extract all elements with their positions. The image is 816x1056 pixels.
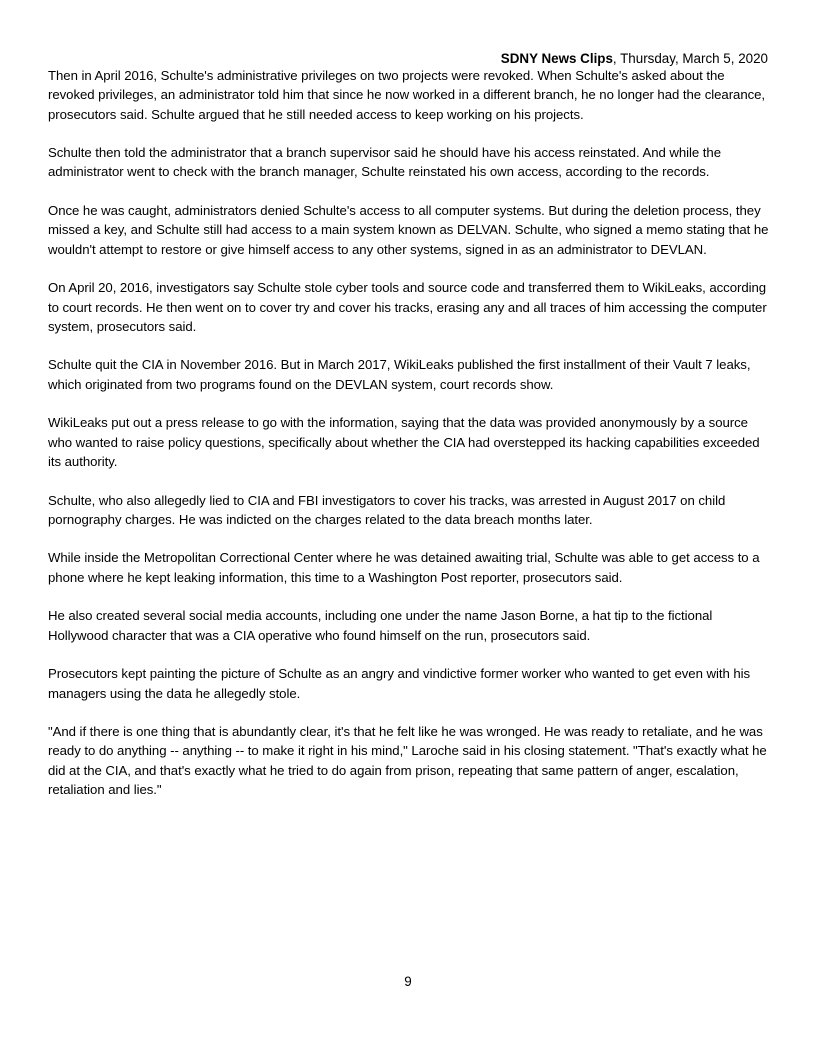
article-paragraph: WikiLeaks put out a press release to go with the information, saying that the data was provided anonymously by a source who wanted to raise policy questions, specifically about whether the CIA had overstepped its hacking capabilities exceeded its authority. xyxy=(48,415,760,469)
publication-name: SDNY News Clips xyxy=(500,51,613,66)
header-date: , Thursday, March 5, 2020 xyxy=(612,51,768,66)
article-paragraph: Then in April 2016, Schulte's administrative privileges on two projects were revoked. When Schulte's asked about the revoked privileges, an administrator told him that since he now worked in a different branch, he no longer had the clearance, prosecutors said. Schulte argued that he still needed access to keep working on his projects. xyxy=(48,68,766,122)
page-number: 9 xyxy=(404,974,412,989)
article-paragraph: "And if there is one thing that is abundantly clear, it's that he felt like he was wronged. He was ready to retaliate, and he was ready to do anything -- anything -- to make it right in his mind," Laroche said in his closing statement. "That's exactly what he did at the CIA, and that's exactly what he tried to do again from prison, repeating that same pattern of anger, escalation, retaliation and lies." xyxy=(48,724,767,797)
article-paragraph: He also created several social media accounts, including one under the name Jason Borne, a hat tip to the fictional Hollywood character that was a CIA operative who found himself on the run, prosecutors said. xyxy=(48,608,713,643)
article-body xyxy=(48,66,772,819)
article-paragraph: Once he was caught, administrators denied Schulte's access to all computer systems. But during the deletion process, they missed a key, and Schulte still had access to a main system known as DELVAN. Schulte, who signed a memo stating that he wouldn't attempt to restore or give himself access to any other systems, signed in as an administrator to DEVLAN. xyxy=(48,203,769,257)
article-paragraph: Schulte then told the administrator that a branch supervisor said he should have his access reinstated. And while the administrator went to check with the branch manager, Schulte reinstated his own access, according to the records. xyxy=(48,145,721,180)
article-paragraph: Prosecutors kept painting the picture of Schulte as an angry and vindictive former worker who wanted to get even with his managers using the data he allegedly stole. xyxy=(48,666,751,701)
article-paragraph: Schulte, who also allegedly lied to CIA and FBI investigators to cover his tracks, was arrested in August 2017 on child pornography charges. He was indicted on the charges related to the data breach months later. xyxy=(48,492,726,527)
article-paragraph: While inside the Metropolitan Correctional Center where he was detained awaiting trial, Schulte was able to get access to a phone where he kept leaking information, this time to a Washington Post reporter, prosecutors said. xyxy=(48,550,760,585)
article-paragraph: On April 20, 2016, investigators say Schulte stole cyber tools and source code and transferred them to WikiLeaks, according to court records. He then went on to cover try and cover his tracks, erasing any and all traces of him accessing the computer system, prosecutors said. xyxy=(48,280,767,334)
article-paragraph: Schulte quit the CIA in November 2016. But in March 2017, WikiLeaks published the first installment of their Vault 7 leaks, which originated from two programs found on the DEVLAN system, court records show. xyxy=(48,357,751,392)
